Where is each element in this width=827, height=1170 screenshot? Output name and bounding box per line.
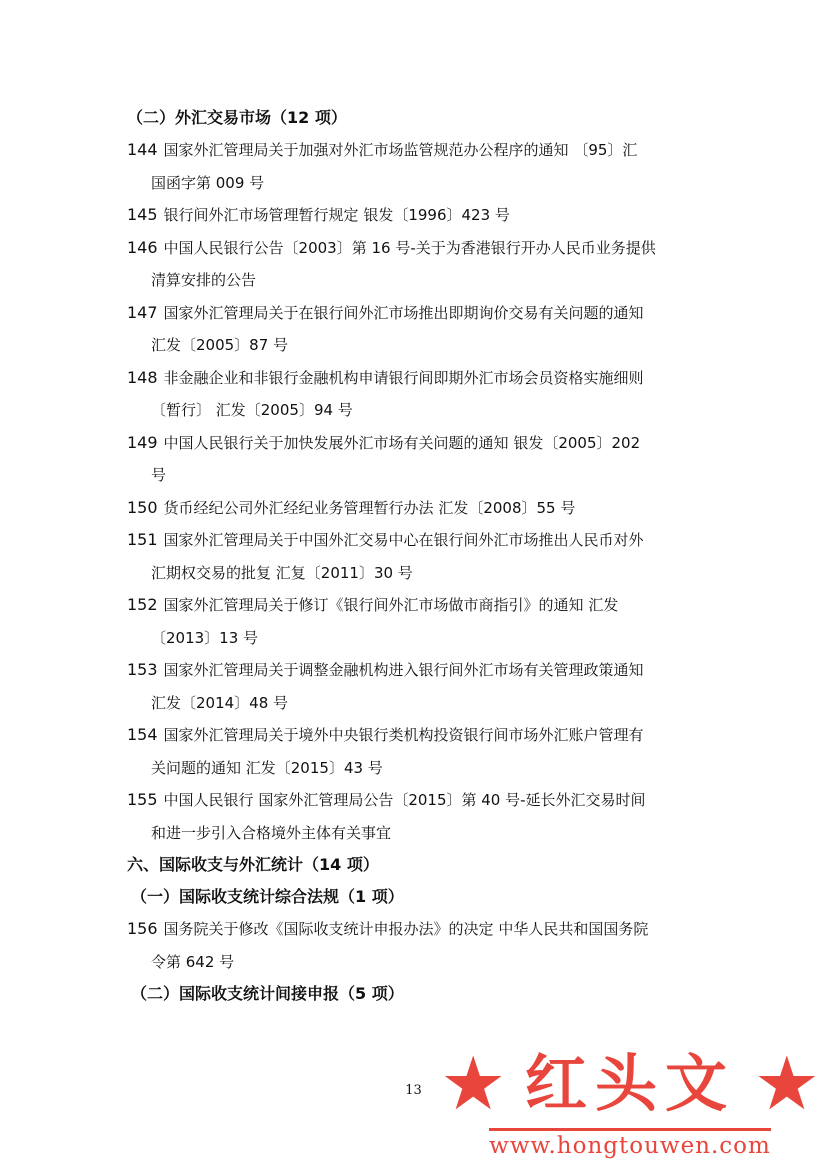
item-number: 152 [127, 595, 158, 614]
list-item [127, 297, 707, 362]
item-first-line [127, 206, 510, 224]
list-item [127, 654, 707, 719]
item-first-line [127, 726, 644, 744]
item-first-line [127, 239, 656, 257]
list-item [127, 492, 707, 525]
item-number: 150 [127, 497, 158, 517]
section-subheading: （二）国际收支统计间接申报（5 项） [131, 984, 404, 1003]
list-item [127, 589, 707, 654]
item-text: 国家外汇管理局关于境外中央银行类机构投资银行间市场外汇账户管理有 [163, 726, 644, 744]
item-number: 146 [127, 237, 158, 257]
star-icon: ★ [440, 1041, 507, 1127]
list-item [127, 362, 707, 427]
section-subheading: （一）国际收支统计综合法规（1 项） [131, 887, 404, 906]
page-number: 13 [405, 1083, 422, 1098]
item-number: 156 [127, 919, 158, 938]
item-number: 144 [127, 140, 158, 159]
item-text: 中国人民银行关于加快发展外汇市场有关问题的通知 银发〔2005〕202 [163, 433, 641, 452]
document-body [127, 102, 707, 1010]
item-text: 国家外汇管理局关于调整金融机构进入银行间外汇市场有关管理政策通知 [163, 661, 644, 679]
item-continuation: 国函字第 009 号 [151, 173, 265, 192]
item-text: 国家外汇管理局关于中国外汇交易中心在银行间外汇市场推出人民币对外 [163, 531, 644, 549]
item-first-line [127, 531, 644, 549]
list-item [127, 784, 707, 849]
list-item [127, 719, 707, 784]
section-heading: 六、国际收支与外汇统计（14 项） [127, 855, 379, 874]
item-first-line [127, 920, 648, 938]
item-number: 155 [127, 790, 158, 809]
item-text: 国务院关于修改《国际收支统计申报办法》的决定 中华人民共和国国务院 [163, 920, 649, 938]
item-continuation: 汇发〔2014〕48 号 [151, 693, 289, 712]
list-item [127, 199, 707, 232]
item-continuation: 关问题的通知 汇发〔2015〕43 号 [151, 758, 383, 777]
item-number: 151 [127, 530, 158, 549]
watermark-url: www.hongtouwen.com [489, 1128, 771, 1159]
item-text: 货币经纪公司外汇经纪业务管理暂行办法 汇发〔2008〕55 号 [163, 498, 576, 517]
list-item [127, 524, 707, 589]
item-continuation: 号 [151, 466, 167, 484]
item-text: 国家外汇管理局关于加强对外汇市场监管规范办公程序的通知 〔95〕汇 [163, 141, 638, 159]
watermark-text: 红头文 [524, 1047, 735, 1120]
item-text: 国家外汇管理局关于修订《银行间外汇市场做市商指引》的通知 汇发 [163, 596, 619, 614]
item-first-line [127, 499, 575, 517]
item-text: 中国人民银行公告〔2003〕第 16 号-关于为香港银行开办人民币业务提供 [163, 238, 656, 257]
item-number: 148 [127, 367, 158, 387]
item-continuation: 汇发〔2005〕87 号 [151, 336, 289, 354]
item-continuation: 清算安排的公告 [151, 271, 257, 289]
watermark-logo [440, 1041, 820, 1127]
list-item [127, 134, 707, 199]
item-number: 145 [127, 205, 158, 224]
section-heading: （二）外汇交易市场（12 项） [127, 108, 347, 127]
item-first-line [127, 304, 644, 322]
item-continuation: 和进一步引入合格境外主体有关事宜 [151, 823, 392, 842]
item-first-line [127, 661, 644, 679]
item-continuation: 〔暂行〕 汇发〔2005〕94 号 [151, 401, 353, 419]
item-text: 银行间外汇市场管理暂行规定 银发〔1996〕423 号 [163, 206, 510, 224]
item-continuation: 汇期权交易的批复 汇复〔2011〕30 号 [151, 563, 413, 582]
item-first-line [127, 791, 646, 809]
item-text: 国家外汇管理局关于在银行间外汇市场推出即期询价交易有关问题的通知 [163, 303, 644, 322]
item-number: 147 [127, 302, 158, 322]
list-item [127, 232, 707, 297]
list-item [127, 913, 707, 978]
list-item [127, 427, 707, 492]
item-number: 153 [127, 660, 158, 679]
item-text: 中国人民银行 国家外汇管理局公告〔2015〕第 40 号-延长外汇交易时间 [163, 791, 646, 809]
item-first-line [127, 596, 618, 614]
item-first-line [127, 369, 644, 387]
item-first-line [127, 434, 640, 452]
item-text: 非金融企业和非银行金融机构申请银行间即期外汇市场会员资格实施细则 [163, 368, 644, 387]
item-continuation: 〔2013〕13 号 [151, 628, 259, 647]
item-first-line [127, 141, 637, 159]
item-continuation: 令第 642 号 [151, 952, 235, 971]
star-icon: ★ [753, 1041, 820, 1127]
watermark-url-wrap [440, 1128, 820, 1159]
item-number: 154 [127, 725, 158, 744]
item-number: 149 [127, 432, 158, 452]
